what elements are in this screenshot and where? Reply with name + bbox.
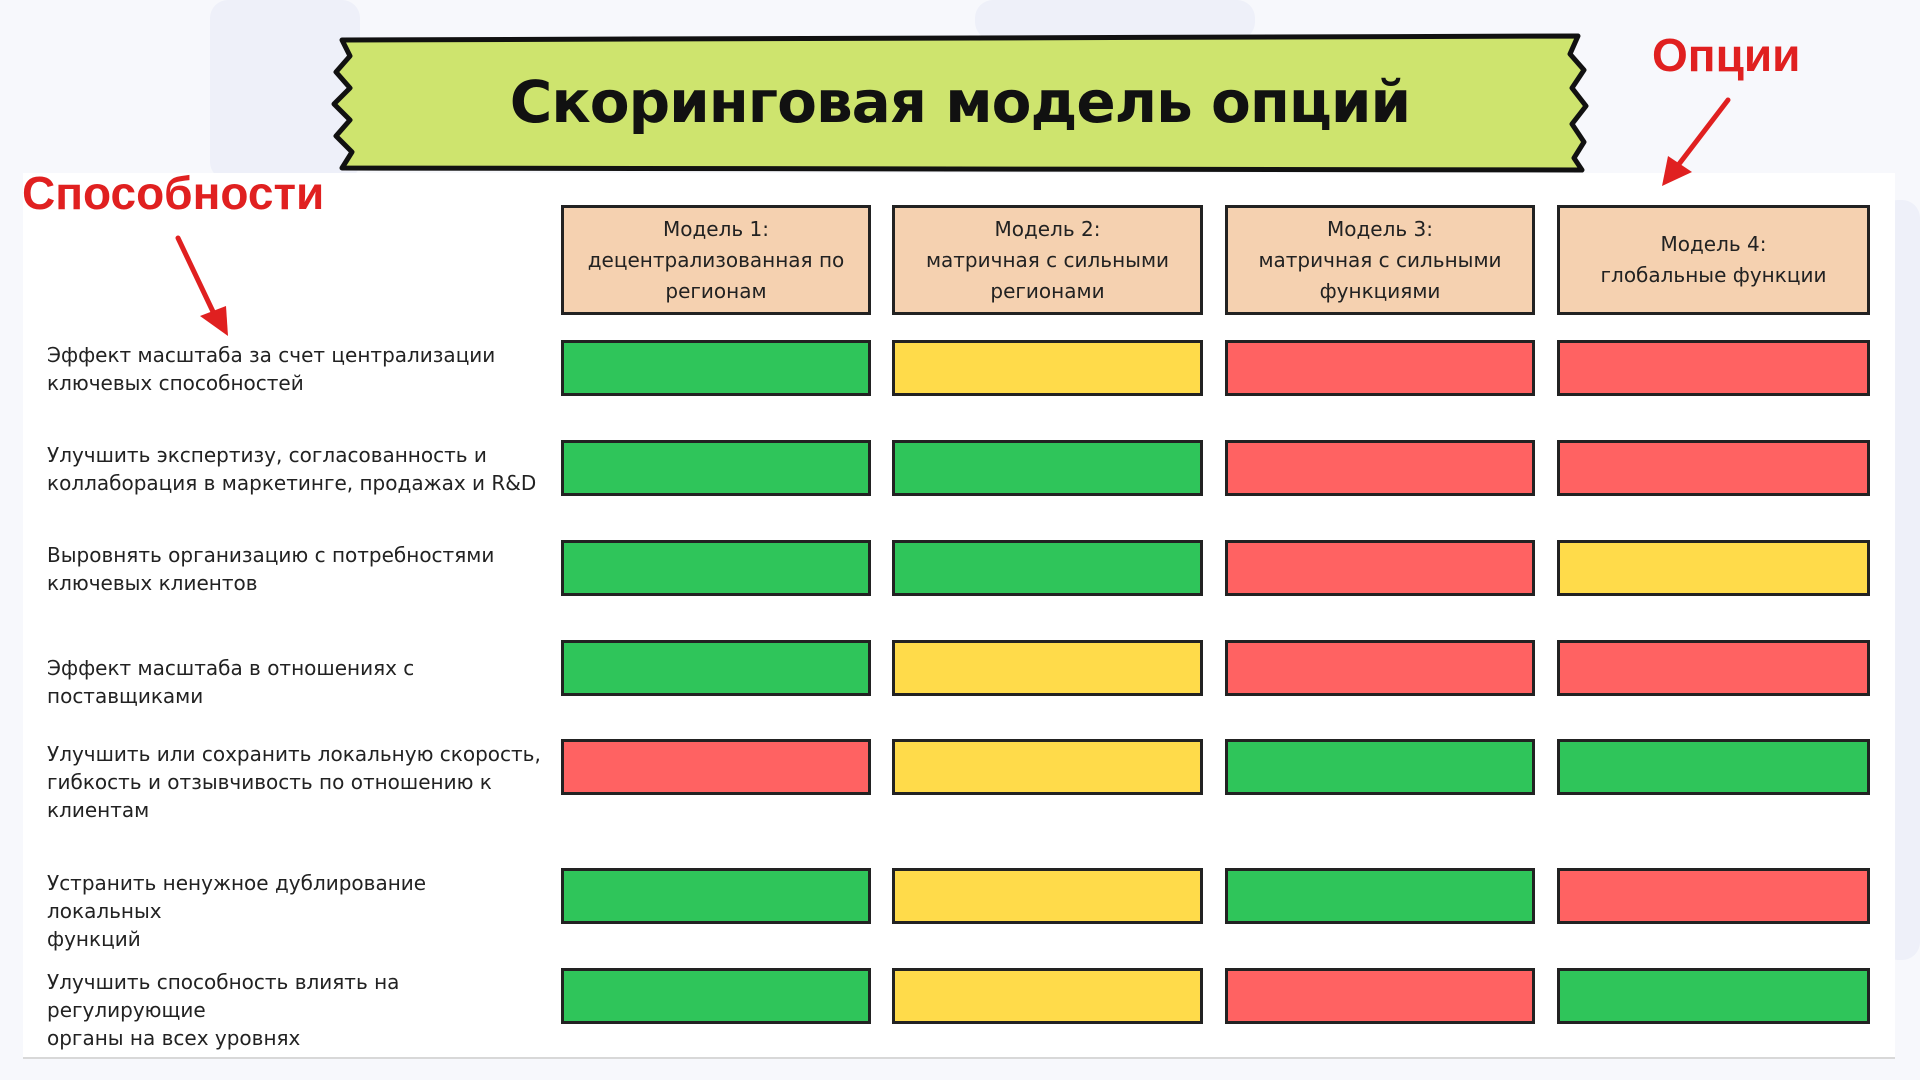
- score-cell-green: [892, 440, 1203, 496]
- capability-label: [47, 968, 547, 1052]
- header-line: глобальные функции: [1600, 263, 1827, 287]
- label-line: ключевых клиентов: [47, 571, 258, 595]
- options-callout: Опции: [1652, 29, 1801, 81]
- score-cell-red: [1225, 540, 1535, 596]
- capabilities-arrow-icon: [170, 232, 240, 342]
- label-line: функций: [47, 927, 141, 951]
- label-line: коллаборация в маркетинге, продажах и R&D: [47, 471, 537, 495]
- score-cell-green: [561, 540, 871, 596]
- score-cell-red: [1225, 640, 1535, 696]
- score-cell-green: [1557, 739, 1870, 795]
- score-cell-red: [1225, 440, 1535, 496]
- model-header-1: [561, 205, 871, 315]
- model-header-3: [1225, 205, 1535, 315]
- header-line: Модель 3:: [1326, 216, 1433, 241]
- options-arrow-icon: [1654, 96, 1734, 192]
- score-cell-red: [1557, 440, 1870, 496]
- header-line: регионам: [665, 278, 767, 303]
- score-cell-red: [1557, 340, 1870, 396]
- header-line: регионами: [990, 278, 1105, 303]
- model-header-2: [892, 205, 1203, 315]
- header-line: Модель 2:: [994, 216, 1101, 241]
- label-line: Улучшить экспертизу, согласованность и: [47, 443, 487, 467]
- score-cell-yellow: [892, 340, 1203, 396]
- label-line: Эффект масштаба в отношениях с поставщиками: [47, 656, 415, 708]
- capability-label: [47, 654, 547, 710]
- score-cell-green: [1225, 739, 1535, 795]
- header-line: матричная с сильными: [925, 247, 1170, 272]
- score-cell-green: [561, 868, 871, 924]
- score-cell-yellow: [892, 640, 1203, 696]
- label-line: гибкость и отзывчивость по отношению к: [47, 770, 492, 794]
- score-cell-red: [1557, 640, 1870, 696]
- score-cell-green: [1225, 868, 1535, 924]
- header-line: Модель 1:: [662, 216, 769, 241]
- header-line: Модель 4:: [1660, 232, 1767, 256]
- card-bottom-border: [23, 1057, 1895, 1059]
- score-cell-yellow: [892, 968, 1203, 1024]
- header-line: децентрализованная по: [587, 247, 845, 272]
- score-cell-green: [561, 440, 871, 496]
- score-cell-green: [561, 340, 871, 396]
- score-cell-yellow: [892, 739, 1203, 795]
- label-line: Устранить ненужное дублирование локальных: [47, 871, 427, 923]
- score-cell-yellow: [892, 868, 1203, 924]
- label-line: Улучшить или сохранить локальную скорость,: [47, 742, 541, 766]
- label-line: Улучшить способность влиять на регулирующие: [47, 970, 400, 1022]
- header-line: матричная с сильными: [1258, 247, 1502, 272]
- label-line: ключевых способностей: [47, 371, 304, 395]
- capability-label: [47, 341, 547, 397]
- score-cell-green: [561, 640, 871, 696]
- label-line: органы на всех уровнях: [47, 1026, 301, 1050]
- title-banner: [330, 30, 1590, 173]
- label-line: Выровнять организацию с потребностями: [47, 543, 495, 567]
- capability-label: [47, 541, 547, 597]
- score-cell-green: [1557, 968, 1870, 1024]
- score-cell-yellow: [1557, 540, 1870, 596]
- label-line: клиентам: [47, 798, 150, 822]
- score-cell-green: [561, 968, 871, 1024]
- score-cell-red: [1225, 968, 1535, 1024]
- label-line: Эффект масштаба за счет централизации: [47, 343, 496, 367]
- capability-label: [47, 869, 547, 953]
- score-cell-red: [561, 739, 871, 795]
- score-cell-green: [892, 540, 1203, 596]
- capabilities-callout: Способности: [22, 167, 325, 219]
- capability-label: [47, 441, 547, 497]
- capability-label: [47, 740, 547, 824]
- model-header-4: [1557, 205, 1870, 315]
- score-cell-red: [1225, 340, 1535, 396]
- header-line: функциями: [1319, 278, 1441, 303]
- page-title: Скоринговая модель опций: [509, 67, 1411, 136]
- score-cell-red: [1557, 868, 1870, 924]
